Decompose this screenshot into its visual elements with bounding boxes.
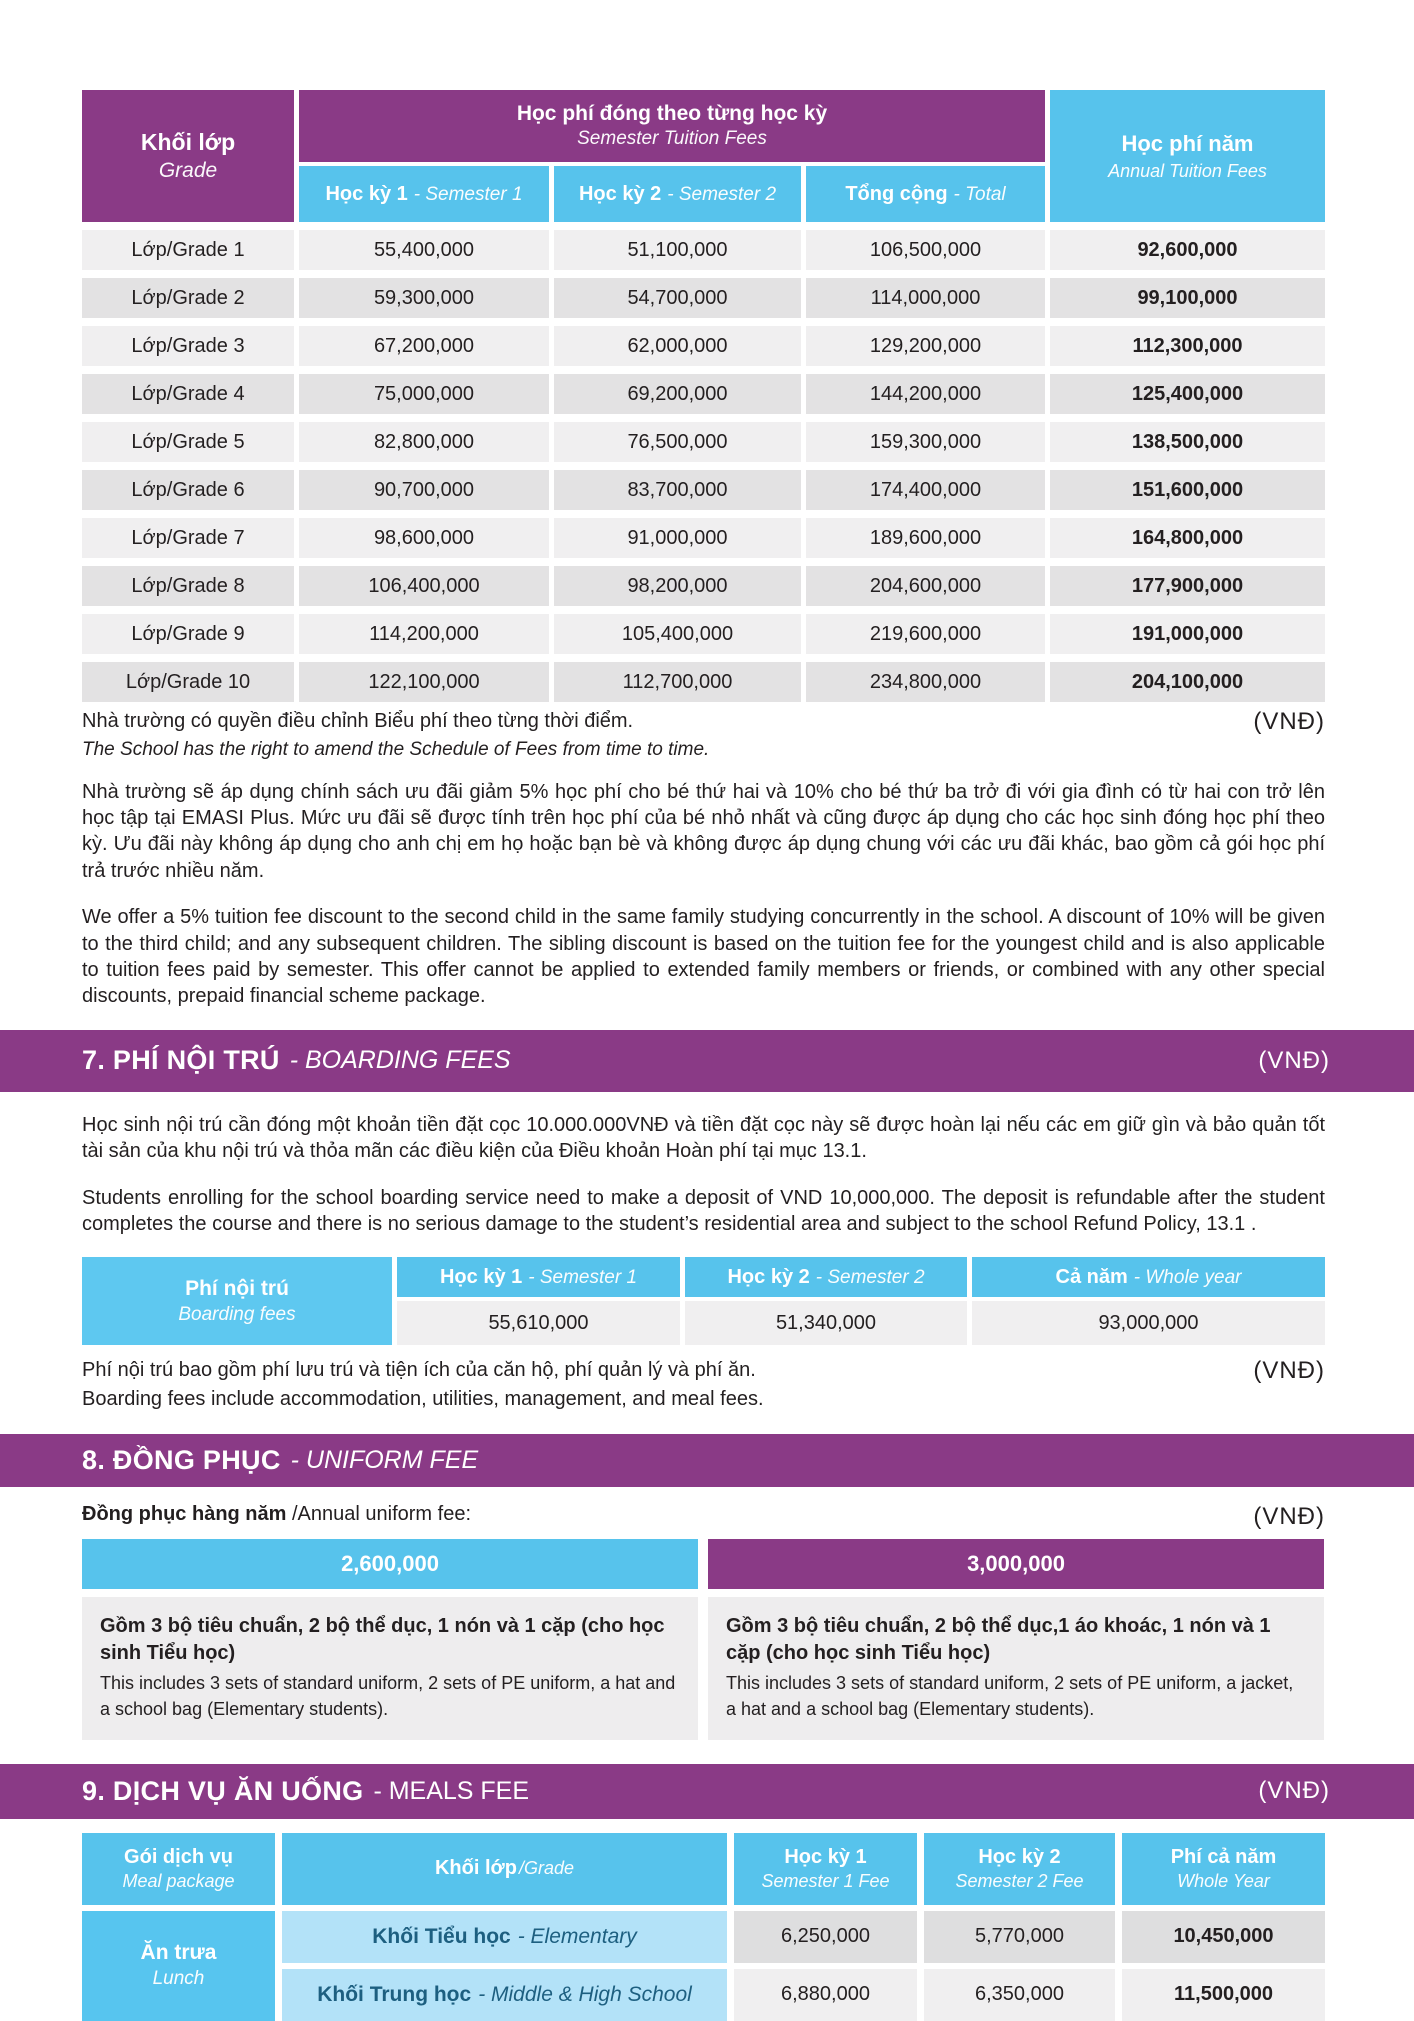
uniform-desc-right: Gồm 3 bộ tiêu chuẩn, 2 bộ thể dục,1 áo khoác, 1 nón và 1 cặp (cho học sinh Tiểu học) This includes 3 sets of standard uniform, 2 sets of PE uniform, a jacket, a hat and a school bag (Elementary students). [708,1597,1324,1739]
table-row: Lớp/Grade 4 75,000,000 69,200,000 144,200,000 125,400,000 [82,374,1325,414]
uniform-label-en: /Annual uniform fee: [292,1503,471,1526]
boarding-values-row: 55,610,000 51,340,000 93,000,000 [397,1301,1325,1345]
semester-fees-header [299,90,1045,162]
section8-subtitle: - UNIFORM FEE [290,1446,479,1475]
meals-table-header [82,1833,1325,1905]
section7-banner [0,1030,1414,1092]
table-row: Lớp/Grade 6 90,700,000 83,700,000 174,400,000 151,600,000 [82,470,1325,510]
semester-header-vn: Học phí đóng theo từng học kỳ [516,102,828,125]
currency-label: (VNĐ) [1253,708,1325,735]
boarding-deposit-vn: Học sinh nội trú cần đóng một khoản tiền đặt cọc 10.000.000VNĐ và tiền đặt cọc này sẽ được hoàn lại nếu các em giữ gìn và bảo quản tốt tài sản của khu nội trú và thỏa mãn các điều kiện của Điều khoản Hoàn phí tại mục 13.1. [82,1113,1325,1163]
table-row: Lớp/Grade 9 114,200,000 105,400,000 219,600,000 191,000,000 [82,614,1325,654]
boarding-row-header: Phí nội trú Boarding fees [82,1257,392,1345]
boarding-footnote-en: Boarding fees include accommodation, utilities, management, and meal fees. [82,1388,764,1411]
table-row: Lớp/Grade 5 82,800,000 76,500,000 159,300,000 138,500,000 [82,422,1325,462]
total-header: Tổng cộng - Total [806,166,1045,222]
meals-row-secondary: Khối Trung học - Middle & High School 6,880,000 6,350,000 11,500,000 [282,1969,1325,2021]
annual-header-en: Annual Tuition Fees [1108,160,1267,181]
amend-note [82,708,1325,763]
uniform-price-premium: 3,000,000 [708,1539,1324,1589]
meals-row-elementary: Khối Tiểu học - Elementary 6,250,000 5,770,000 10,450,000 [282,1911,1325,1963]
uniform-label-vn: Đồng phục hàng năm [82,1503,287,1526]
lunch-package-cell: Ăn trưa Lunch [82,1911,275,2021]
discount-paragraph-en: We offer a 5% tuition fee discount to the second child in the same family studying concurrently in the school. A discount of 10% will be given to the third child; and any subsequent children. The sibling discount is based on the tuition fee for the youngest child and is also applicable to tuition fees paid by semester. This offer cannot be applied to extended family members or friends, or combined with any other special discounts, prepaid financial scheme package. [82,906,1325,1008]
uniform-desc-left: Gồm 3 bộ tiêu chuẩn, 2 bộ thể dục, 1 nón và 1 cặp (cho học sinh Tiểu học) This includes 3 sets of standard uniform, 2 sets of PE uniform, a hat and a school bag (Elementary students). [82,1597,698,1739]
section8-banner [0,1434,1414,1487]
boarding-year-header: Cả năm - Whole year [972,1257,1325,1297]
section9-banner [0,1764,1414,1819]
boarding-column-headers [397,1257,1325,1297]
table-row: Lớp/Grade 2 59,300,000 54,700,000 114,000,000 99,100,000 [82,278,1325,318]
boarding-footnote-vn: Phí nội trú bao gồm phí lưu trú và tiện ích của căn hộ, phí quản lý và phí ăn. [82,1359,756,1382]
table-row: Lớp/Grade 8 106,400,000 98,200,000 204,600,000 177,900,000 [82,566,1325,606]
semester1-header: Học kỳ 1 - Semester 1 [299,166,549,222]
uniform-label-row [82,1503,1325,1531]
section7-subtitle: - BOARDING FEES [289,1046,511,1075]
section9-subtitle: - MEALS FEE [373,1776,530,1805]
meal-year-header: Phí cả năm Whole Year [1122,1833,1325,1905]
page-content [82,0,1330,2021]
semester-fees-header-group [299,90,1045,222]
semester2-header: Học kỳ 2 - Semester 2 [554,166,801,222]
section9-currency: (VNĐ) [1258,1777,1330,1805]
tuition-table-header [82,90,1325,222]
section9-title: 9. DỊCH VỤ ĂN UỐNG [82,1775,364,1806]
amend-note-vn: Nhà trường có quyền điều chỉnh Biểu phí theo từng thời điểm. [82,710,634,732]
table-row: Lớp/Grade 1 55,400,000 51,100,000 106,500,000 92,600,000 [82,230,1325,270]
boarding-table [82,1257,1325,1345]
table-row: Lớp/Grade 7 98,600,000 91,000,000 189,600,000 164,800,000 [82,518,1325,558]
annual-fees-header [1050,90,1325,222]
meals-table-body [82,1911,1325,2021]
boarding-deposit-en: Students enrolling for the school boarding service need to make a deposit of VND 10,000,000. The deposit is refundable after the student completes the course and there is no serious damage to the student’s residential area and subject to the school Refund Policy, 13.1 . [82,1186,1325,1235]
section8-title: 8. ĐỒNG PHỤC [82,1445,281,1476]
uniform-price-standard: 2,600,000 [82,1539,698,1589]
grade-header-vn: Khối lớp [140,129,236,155]
meal-grade-header: Khối lớp /Grade [282,1833,727,1905]
meal-sem1-header: Học kỳ 1 Semester 1 Fee [734,1833,917,1905]
uniform-price-row [82,1539,1325,1589]
section7-title: 7. PHÍ NỘI TRÚ [82,1045,280,1076]
table-row: Lớp/Grade 10 122,100,000 112,700,000 234,800,000 204,100,000 [82,662,1325,702]
tuition-table [82,90,1325,702]
meal-sem2-header: Học kỳ 2 Semester 2 Fee [924,1833,1115,1905]
boarding-footnote [82,1357,1325,1412]
grade-header-en: Grade [158,159,218,182]
uniform-desc-row [82,1597,1325,1739]
table-row: Lớp/Grade 3 67,200,000 62,000,000 129,200,000 112,300,000 [82,326,1325,366]
grade-column-header [82,90,294,222]
annual-header-vn: Học phí năm [1121,130,1254,156]
boarding-sem1-header: Học kỳ 1 - Semester 1 [397,1257,680,1297]
meal-package-header: Gói dịch vụ Meal package [82,1833,275,1905]
currency-label: (VNĐ) [1253,1503,1325,1531]
discount-paragraph-vn: Nhà trường sẽ áp dụng chính sách ưu đãi giảm 5% học phí cho bé thứ hai và 10% cho bé thứ ba trở đi với gia đình có từ hai con trở lên học tập tại EMASI Plus. Mức ưu đãi sẽ được tính trên học phí của bé nhỏ nhất và cũng được áp dụng cho các học sinh đóng học phí theo kỳ. Ưu đãi này không áp dụng cho anh chị em họ hoặc bạn bè và không được áp dụng chung với các ưu đãi khác, bao gồm cả gói học phí trả trước nhiều năm. [82,780,1325,882]
semester-subheaders [299,166,1045,222]
section7-currency: (VNĐ) [1258,1046,1330,1074]
currency-label: (VNĐ) [1253,1357,1325,1385]
amend-note-en: The School has the right to amend the Schedule of Fees from time to time. [82,739,710,760]
boarding-sem2-header: Học kỳ 2 - Semester 2 [685,1257,967,1297]
semester-header-en: Semester Tuition Fees [577,128,767,149]
